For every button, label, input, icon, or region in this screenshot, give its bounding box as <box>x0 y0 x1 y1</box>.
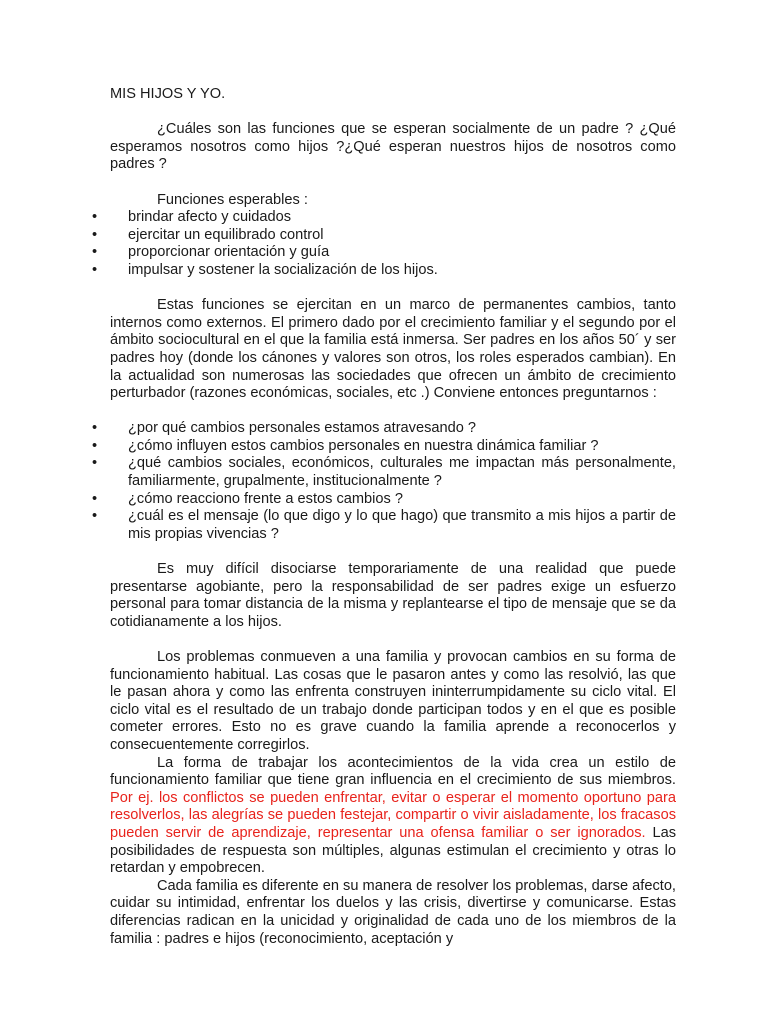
list-item: • ¿cuál es el mensaje (lo que digo y lo que hago) que transmito a mis hijos a partir de mis propias vivencias ? <box>92 508 676 542</box>
form-paragraph-start: La forma de trabajar los acontecimientos de la vida crea un estilo de funcionamiento familiar que tiene gran influencia en el crecimiento de sus miembros. <box>110 754 676 789</box>
bullet-icon: • <box>92 455 98 472</box>
list-item: • proporcionar orientación y guía <box>92 244 330 261</box>
spacer <box>110 403 676 421</box>
difficult-paragraph: Es muy difícil disociarse temporariamente de una realidad que puede presentarse agobiante, pero la responsabilidad de ser padres exige un esfuerzo personal para tomar distancia de la misma y replantearse el tipo de mensaje que se da cotidianamente a los hijos. <box>110 561 676 630</box>
functions-list <box>92 209 676 279</box>
list-item: • impulsar y sostener la socialización de los hijos. <box>92 261 438 278</box>
questions-list <box>92 420 676 543</box>
spacer <box>110 543 676 561</box>
form-paragraph-end: Las posibilidades de respuesta son múltiples, algunas estimulan el crecimiento y otras lo retardan y empobrecen. <box>110 824 676 877</box>
bullet-icon: • <box>92 244 98 261</box>
bullet-icon: • <box>92 490 98 507</box>
bullet-icon: • <box>92 261 98 278</box>
list-item: • ¿cómo influyen estos cambios personales en nuestra dinámica familiar ? <box>92 437 599 454</box>
bullet-icon: • <box>92 226 98 243</box>
bullet-icon: • <box>92 420 98 437</box>
changes-paragraph: Estas funciones se ejercitan en un marco de permanentes cambios, tanto internos como externos. El primero dado por el crecimiento familiar y el segundo por el ámbito sociocultural en el que la familia está inmersa. Ser padres en los años 50´ y ser padres hoy (donde los cánones y valores son otros, los roles esperados cambian). En la actualidad son numerosas las sociedades que ofrecen un ámbito de crecimiento perturbador (razones económicas, sociales, etc .) Conviene entonces preguntarnos : <box>110 297 676 402</box>
bullet-icon: • <box>92 508 98 525</box>
list-item: • ejercitar un equilibrado control <box>92 226 324 243</box>
list-item: • brindar afecto y cuidados <box>92 209 292 226</box>
spacer <box>110 280 676 298</box>
document-title: MIS HIJOS Y YO. <box>110 86 226 102</box>
problems-paragraph: Los problemas conmueven a una familia y provocan cambios en su forma de funcionamiento habitual. Las cosas que le pasaron antes y como las resolvió, las que le pasan ahora y como las enfrenta construyen ininterrumpidamente su ciclo vital. El ciclo vital es el resultado de un trabajo donde participan todos y en el que es posible cometer errores. Esto no es grave cuando la familia aprende a reconocerlos y consecuentemente corregirlos. <box>110 649 676 753</box>
spacer <box>110 631 676 649</box>
form-paragraph <box>110 755 676 878</box>
list-item: • ¿por qué cambios personales estamos atravesando ? <box>92 420 477 437</box>
intro-paragraph: ¿Cuáles son las funciones que se esperan socialmente de un padre ? ¿Qué esperamos nosotros como hijos ?¿Qué esperan nuestros hijos de nosotros como padres ? <box>110 121 676 173</box>
list-item: • ¿cómo reacciono frente a estos cambios ? <box>92 490 403 507</box>
bullet-icon: • <box>92 209 98 226</box>
functions-heading: Funciones esperables : <box>157 191 308 208</box>
document-body <box>92 86 676 948</box>
each-family-paragraph: Cada familia es diferente en su manera de resolver los problemas, darse afecto, cuidar su intimidad, enfrentar los duelos y las crisis, divertirse y comunicarse. Estas diferencias radican en la unicidad y originalidad de cada uno de los miembros de la familia : padres e hijos (reconocimiento, aceptación y <box>110 877 676 947</box>
highlighted-examples: Por ej. los conflictos se pueden enfrentar, evitar o esperar el momento oportuno para resolverlos, las alegrías se pueden festejar, compartir o vivir aisladamente, los fracasos pueden servir de aprendizaje, representar una ofensa familiar o ser ignorados. <box>110 789 676 841</box>
bullet-icon: • <box>92 437 98 454</box>
spacer <box>110 174 676 192</box>
list-item: • ¿qué cambios sociales, económicos, culturales me impactan más personalmente, familiarmente, grupalmente, institucionalmente ? <box>92 455 676 490</box>
